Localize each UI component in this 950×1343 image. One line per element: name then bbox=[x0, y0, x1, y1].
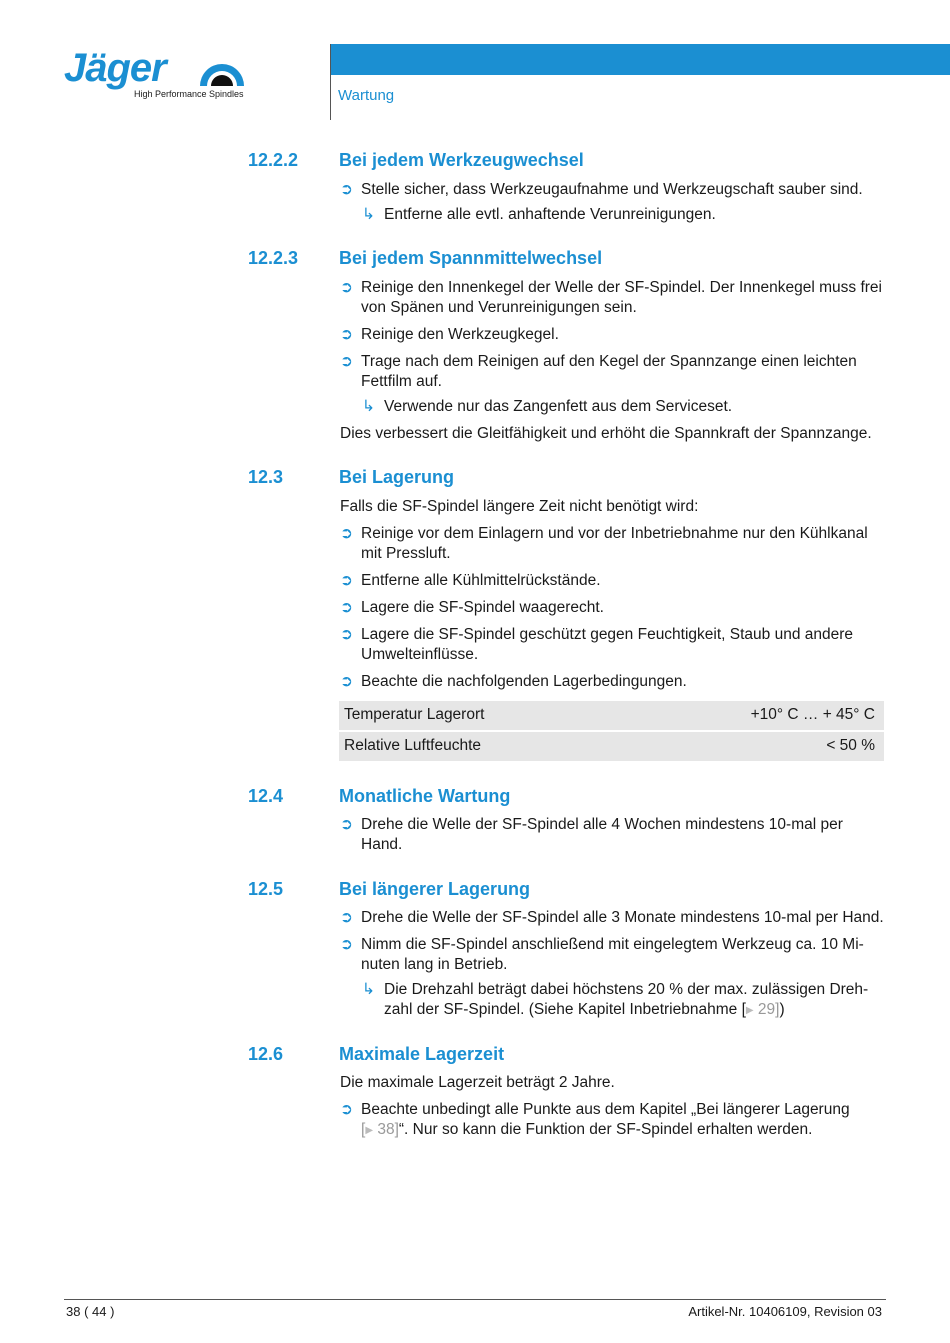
page-reference-link[interactable]: ▶ 29] bbox=[745, 1001, 780, 1018]
instruction-item bbox=[340, 325, 886, 345]
instruction-item bbox=[340, 815, 886, 855]
instruction-item bbox=[340, 571, 886, 591]
table-row bbox=[339, 701, 884, 730]
arrow-icon: ➲ bbox=[340, 1101, 353, 1118]
page-number: 38 ( 44 ) bbox=[66, 1304, 115, 1319]
result-item bbox=[362, 397, 884, 417]
paragraph: Dies verbessert die Gleitfähigkeit und erhöht die Spannkraft der Spannzange. bbox=[340, 425, 872, 442]
instruction-item bbox=[340, 598, 886, 618]
table-cell-value: +10° C … + 45° C bbox=[750, 706, 875, 723]
instruction-item bbox=[340, 352, 886, 392]
arrow-icon: ➲ bbox=[340, 673, 353, 690]
table-cell-label: Temperatur Lagerort bbox=[344, 706, 485, 723]
result-text: Verwende nur das Zangenfett aus dem Serviceset. bbox=[384, 398, 733, 415]
arrow-icon: ➲ bbox=[340, 599, 353, 616]
heading-number: 12.5 bbox=[248, 879, 284, 899]
heading-title: Maximale Lagerzeit bbox=[339, 1044, 505, 1064]
instruction-text: Beachte unbedingt alle Punkte aus dem Kapitel „Bei längerer Lagerung [▶ 38]“. Nur so kann die Funktion der SF-Spindel erhalten werden. bbox=[361, 1101, 850, 1138]
arrow-icon: ➲ bbox=[340, 326, 353, 343]
logo-wordmark: Jäger bbox=[64, 46, 166, 90]
instruction-text: Drehe die Welle der SF-Spindel alle 4 Wochen mindestens 10-mal per Hand. bbox=[361, 816, 843, 853]
paragraph: Falls die SF-Spindel längere Zeit nicht benötigt wird: bbox=[340, 498, 699, 515]
instruction-text: Reinige den Werkzeugkegel. bbox=[361, 326, 559, 343]
arrow-icon: ➲ bbox=[340, 279, 353, 296]
instruction-text: Stelle sicher, dass Werkzeugaufnahme und Werkzeugschaft sauber sind. bbox=[361, 181, 863, 198]
instruction-text: Lagere die SF-Spindel geschützt gegen Feuchtigkeit, Staub und andere Umwelteinflüsse. bbox=[361, 626, 854, 663]
paragraph: Die maximale Lagerzeit beträgt 2 Jahre. bbox=[340, 1074, 615, 1091]
arrow-icon: ➲ bbox=[340, 353, 353, 370]
header-accent-bar bbox=[331, 44, 950, 75]
instruction-item bbox=[340, 180, 886, 200]
table-cell-label: Relative Luftfeuchte bbox=[344, 737, 482, 754]
section-label: Wartung bbox=[338, 87, 395, 104]
result-arrow-icon: ↳ bbox=[362, 206, 375, 223]
arrow-icon: ➲ bbox=[340, 626, 353, 643]
instruction-text: Nimm die SF-Spindel anschließend mit eingelegtem Werkzeug ca. 10 Mi- nuten lang in Betrieb. bbox=[361, 936, 864, 973]
result-text: Entferne alle evtl. anhaftende Verunreinigungen. bbox=[384, 206, 716, 223]
heading-title: Monatliche Wartung bbox=[339, 786, 511, 806]
instruction-item bbox=[340, 1100, 886, 1141]
heading-number: 12.2.3 bbox=[248, 248, 299, 268]
instruction-text: Reinige vor dem Einlagern und vor der Inbetriebnahme nur den Kühlkanal mit Pressluft. bbox=[361, 525, 868, 562]
heading-number: 12.4 bbox=[248, 786, 284, 806]
heading-title: Bei Lagerung bbox=[339, 467, 455, 487]
heading-number: 12.3 bbox=[248, 467, 284, 487]
jaeger-logo bbox=[64, 46, 254, 104]
instruction-item bbox=[340, 625, 886, 665]
instruction-item bbox=[340, 672, 886, 692]
result-arrow-icon: ↳ bbox=[362, 398, 375, 415]
instruction-text: Trage nach dem Reinigen auf den Kegel der Spannzange einen leichten Fettfilm auf. bbox=[361, 353, 857, 390]
article-number: Artikel-Nr. 10406109, Revision 03 bbox=[688, 1304, 882, 1319]
arrow-icon: ➲ bbox=[340, 181, 353, 198]
table-cell-value: < 50 % bbox=[826, 737, 875, 754]
result-text: Die Drehzahl beträgt dabei höchstens 20 % der max. zulässigen Dreh- zahl der SF-Spindel. (Siehe Kapitel Inbetriebnahme [▶ 29]) bbox=[384, 981, 869, 1018]
instruction-text: Beachte die nachfolgenden Lagerbedingungen. bbox=[361, 673, 687, 690]
instruction-item bbox=[340, 935, 886, 975]
heading-title: Bei längerer Lagerung bbox=[339, 879, 531, 899]
arrow-icon: ➲ bbox=[340, 525, 353, 542]
instruction-text: Lagere die SF-Spindel waagerecht. bbox=[361, 599, 604, 616]
heading-title: Bei jedem Werkzeugwechsel bbox=[339, 150, 584, 170]
logo-dome-icon bbox=[198, 58, 246, 88]
arrow-icon: ➲ bbox=[340, 816, 353, 833]
result-item bbox=[362, 205, 884, 225]
reference-triangle-icon: ▶ bbox=[365, 1125, 374, 1136]
instruction-item bbox=[340, 908, 886, 928]
footer-divider bbox=[64, 1299, 886, 1300]
result-item bbox=[362, 980, 884, 1021]
heading-number: 12.2.2 bbox=[248, 150, 299, 170]
instruction-text: Reinige den Innenkegel der Welle der SF-Spindel. Der Innenkegel muss frei von Spänen und Verunreinigungen sein. bbox=[361, 279, 882, 316]
instruction-item bbox=[340, 278, 886, 318]
result-arrow-icon: ↳ bbox=[362, 981, 375, 998]
arrow-icon: ➲ bbox=[340, 909, 353, 926]
heading-title: Bei jedem Spannmittelwechsel bbox=[339, 248, 603, 268]
instruction-text: Drehe die Welle der SF-Spindel alle 3 Monate mindestens 10-mal per Hand. bbox=[361, 909, 884, 926]
page-reference-link[interactable]: [▶ 38] bbox=[361, 1121, 399, 1138]
reference-triangle-icon: ▶ bbox=[745, 1005, 754, 1016]
logo-tagline: High Performance Spindles bbox=[134, 89, 244, 99]
instruction-text: Entferne alle Kühlmittelrückstände. bbox=[361, 572, 601, 589]
arrow-icon: ➲ bbox=[340, 936, 353, 953]
table-row bbox=[339, 732, 884, 761]
arrow-icon: ➲ bbox=[340, 572, 353, 589]
heading-number: 12.6 bbox=[248, 1044, 284, 1064]
instruction-item bbox=[340, 524, 886, 564]
